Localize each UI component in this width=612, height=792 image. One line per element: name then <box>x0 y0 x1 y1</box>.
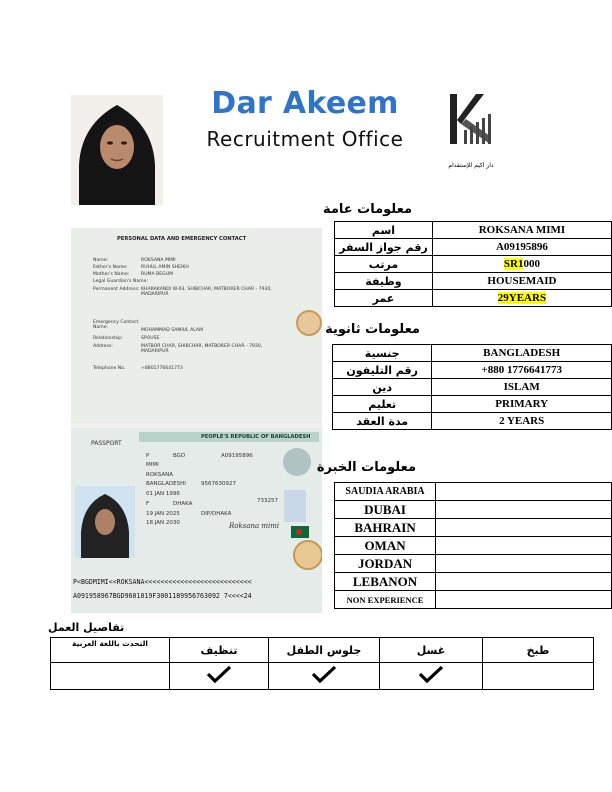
expiry-date: 18 JAN 2030 <box>146 520 180 526</box>
company-name: Dar Akeem <box>211 86 399 121</box>
table-row <box>335 573 612 591</box>
work-table <box>50 637 594 690</box>
table-row <box>335 222 612 239</box>
country-code: BGD <box>173 453 186 459</box>
field-label: Legal Guardian's Name: <box>93 279 149 284</box>
small-photo <box>284 490 306 522</box>
field-value: MOHAMMAD SAMIUL ALAM <box>141 328 204 333</box>
table-row <box>335 555 612 573</box>
work-col-cooking: طبخ <box>483 638 594 663</box>
checkmark-icon <box>205 664 233 684</box>
passport-photo <box>75 486 135 558</box>
experience-value <box>436 537 612 555</box>
passport-type: P <box>146 453 150 459</box>
experience-value <box>436 555 612 573</box>
work-col-washing: غسل <box>380 638 483 663</box>
candidate-photo <box>71 95 163 205</box>
country-cell: LEBANON <box>335 573 436 591</box>
row-value: BANGLADESH <box>432 345 612 362</box>
signature: Roksana mimi <box>229 522 280 530</box>
mrz-line-1: P<BGDMIMI<<ROKSANA<<<<<<<<<<<<<<<<<<<<<<<<<<< <box>73 578 252 586</box>
work-heading: تفاصيل العمل <box>48 621 125 634</box>
check-cell-cooking <box>483 663 594 690</box>
field-value: KHARAKANDI W-03, SHIBCHAR, MATBORER CHAR - 7930, MADARIPUR <box>141 287 272 297</box>
issue-date: 19 JAN 2025 <box>146 511 180 517</box>
check-cell-cleaning <box>170 663 269 690</box>
contact-title: PERSONAL DATA AND EMERGENCY CONTACT <box>117 236 247 242</box>
table-row <box>335 256 612 273</box>
experience-value <box>436 501 612 519</box>
secondary-heading: معلومات ثانوية <box>325 322 420 337</box>
row-label: رقم التليفون <box>333 362 432 379</box>
passport-label: PASSPORT <box>91 440 122 447</box>
field-label: Mother's Name: <box>93 272 130 277</box>
passport-number: A09195896 <box>221 453 253 459</box>
row-label: دين <box>333 379 432 396</box>
company-subtitle: Recruitment Office <box>206 127 404 151</box>
field-label: Telephone No. <box>93 366 126 371</box>
emblem-icon <box>293 540 322 570</box>
experience-value <box>436 483 612 501</box>
sex: F <box>146 501 150 507</box>
work-check-row <box>51 663 594 690</box>
personal-number: 9567630927 <box>201 481 236 487</box>
general-heading: معلومات عامة <box>322 202 412 217</box>
surname: MIMI <box>146 462 159 468</box>
company-logo <box>446 92 496 169</box>
mrz-line-2: A091958967BGD9601019F3001189956763092 7<<<<24 <box>73 592 252 600</box>
field-label: Permanent Address: <box>93 287 140 292</box>
field-label: Name: <box>93 258 109 263</box>
row-label: مرتب <box>335 256 433 273</box>
field-value: SPOUSE <box>141 336 160 341</box>
work-header-row <box>51 638 594 663</box>
field-value: +8801776641773 <box>141 366 183 371</box>
experience-value <box>436 573 612 591</box>
check-cell-washing <box>380 663 483 690</box>
country-cell: JORDAN <box>335 555 436 573</box>
country-cell: OMAN <box>335 537 436 555</box>
secondary-table <box>332 344 612 430</box>
row-value: PRIMARY <box>432 396 612 413</box>
row-value: +880 1776641773 <box>432 362 612 379</box>
field-value: MATBOR CHAR, SHIBCHAR, MATBORER CHAR - 7930, MADARIPUR <box>141 344 263 354</box>
nationality: BANGLADESHI <box>146 481 186 487</box>
check-cell-arabic-speaking <box>51 663 170 690</box>
row-label: اسم <box>335 222 433 239</box>
table-row <box>335 537 612 555</box>
table-row <box>333 379 612 396</box>
table-row <box>333 413 612 430</box>
checkmark-icon <box>310 664 338 684</box>
country-header: PEOPLE'S REPUBLIC OF BANGLADESH <box>201 434 311 440</box>
row-label: وظيفة <box>335 273 433 290</box>
experience-value <box>436 591 612 609</box>
experience-heading: معلومات الخبرة <box>316 460 416 475</box>
general-table <box>334 221 612 307</box>
country-cell: NON EXPERIENCE <box>335 591 436 609</box>
table-row <box>333 396 612 413</box>
table-row <box>335 483 612 501</box>
table-row <box>333 345 612 362</box>
highlighted-text: 29YEARS <box>497 292 547 304</box>
table-row <box>333 362 612 379</box>
row-value: HOUSEMAID <box>432 273 611 290</box>
field-value: RUMA BEGUM <box>141 272 174 277</box>
row-value: 2 YEARS <box>432 413 612 430</box>
experience-value <box>436 519 612 537</box>
field-label: Address: <box>93 344 113 349</box>
row-value: ISLAM <box>432 379 612 396</box>
work-col-babysitting: جلوس الطفل <box>269 638 380 663</box>
previous-passport: 733257 <box>257 498 278 504</box>
field-label: Relationship: <box>93 336 123 341</box>
country-cell: BAHRAIN <box>335 519 436 537</box>
table-row <box>335 519 612 537</box>
row-label: جنسية <box>333 345 432 362</box>
field-value: ROKSANA MIMI <box>141 258 176 263</box>
country-cell: DUBAI <box>335 501 436 519</box>
flag-icon <box>291 526 309 538</box>
row-value: A09195896 <box>432 239 611 256</box>
table-row <box>335 501 612 519</box>
table-row <box>335 290 612 307</box>
issuing-authority: DIP/DHAKA <box>201 511 232 517</box>
row-value <box>432 256 611 273</box>
work-col-cleaning: تنظيف <box>170 638 269 663</box>
check-cell-babysitting <box>269 663 380 690</box>
given-name: ROKSANA <box>146 472 173 478</box>
logo-caption: دار اكيم للإستقدام <box>448 162 494 169</box>
value-text: 000 <box>523 258 540 270</box>
highlighted-text: SR1 <box>503 258 524 270</box>
table-row <box>335 591 612 609</box>
table-row <box>335 239 612 256</box>
row-label: عمر <box>335 290 433 307</box>
field-value: RUHUL AMIN SHEIKH <box>141 265 189 270</box>
work-col-arabic-speaking: التحدث باللغة العربية <box>51 638 170 663</box>
row-label: تعليم <box>333 396 432 413</box>
ghost-photo <box>283 448 311 476</box>
date-of-birth: 01 JAN 1996 <box>146 491 180 497</box>
seal-icon <box>296 310 322 336</box>
field-label: Father's Name: <box>93 265 128 270</box>
row-value: ROKSANA MIMI <box>432 222 611 239</box>
row-label: رقم جواز السفر <box>335 239 433 256</box>
field-label: Emergency Contact Name: <box>93 320 139 330</box>
row-label: مدة العقد <box>333 413 432 430</box>
checkmark-icon <box>417 664 445 684</box>
experience-table <box>334 482 612 609</box>
passport-scan <box>71 228 322 613</box>
table-row <box>335 273 612 290</box>
row-value <box>432 290 611 307</box>
birth-place: DHAKA <box>173 501 193 507</box>
country-cell: SAUDIA ARABIA <box>335 483 436 501</box>
